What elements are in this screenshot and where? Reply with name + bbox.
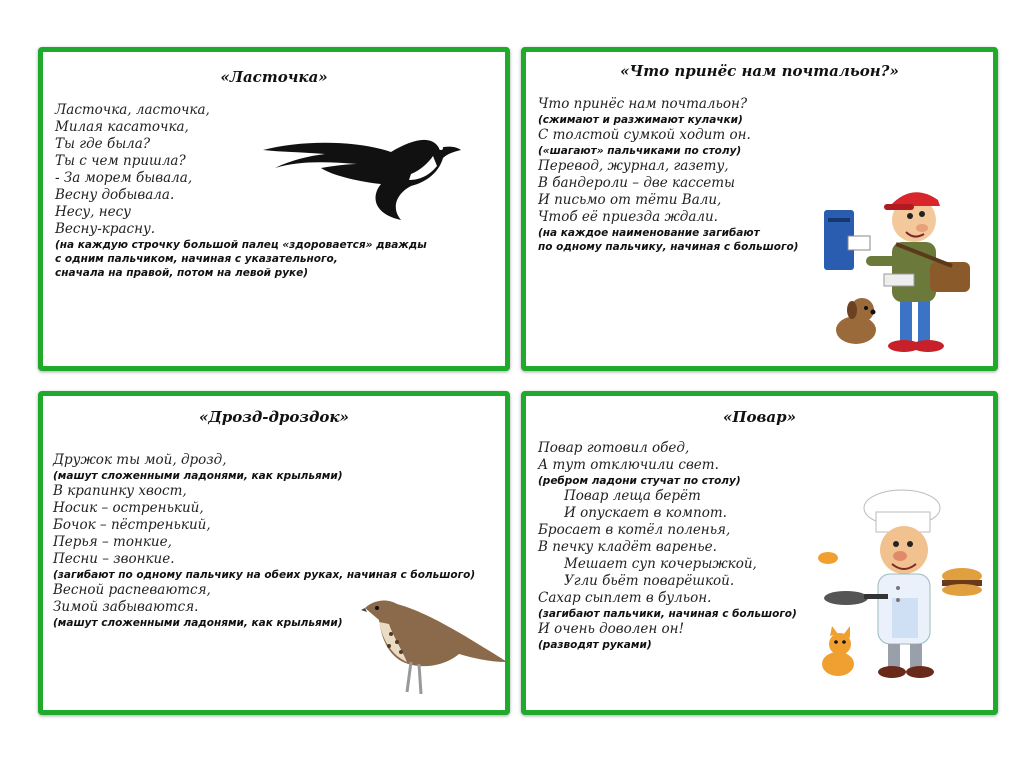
poem-line: Чтоб её приезда ждали. [538, 209, 718, 225]
instruction-note: (на каждую строчку большой палец «здоровается» дважды [55, 239, 427, 251]
poem-line: В печку кладёт варенье. [538, 539, 717, 555]
poem-line: В крапинку хвост, [53, 483, 187, 499]
card-title: «Дрозд-дроздок» [199, 408, 349, 426]
instruction-note: (сжимают и разжимают кулачки) [538, 114, 743, 126]
poem-line: Угли бьёт поварёшкой. [564, 573, 735, 589]
instruction-note: (машут сложенными ладонями, как крыльями) [53, 617, 343, 629]
card-cook [521, 391, 998, 715]
poem-line: Перья – тонкие, [53, 534, 172, 550]
poem-line: Бочок – пёстренький, [53, 517, 211, 533]
instruction-note: с одним пальчиком, начиная с указательного, [55, 253, 338, 265]
poem-line: Весну добывала. [55, 187, 175, 203]
poem-line: Повар леща берёт [564, 488, 701, 504]
card-title: «Что принёс нам почтальон?» [620, 62, 899, 80]
swallow-illustration [261, 110, 466, 225]
poem-line: Сахар сыплет в бульон. [538, 590, 712, 606]
poem-line: Перевод, журнал, газету, [538, 158, 729, 174]
postman-illustration [822, 170, 982, 360]
poem-line: - За морем бывала, [55, 170, 193, 186]
instruction-note: (на каждое наименование загибают [538, 227, 760, 239]
poem-line: Носик – остренький, [53, 500, 204, 516]
poem-text [538, 96, 798, 254]
instruction-note: (машут сложенными ладонями, как крыльями) [53, 470, 343, 482]
poem-line: Весну-красну. [55, 221, 156, 237]
poem-line: Ласточка, ласточка, [55, 102, 210, 118]
poem-line: Мешает суп кочерыжкой, [564, 556, 757, 572]
card-title: «Ласточка» [220, 68, 328, 86]
instruction-note: (разводят руками) [538, 639, 652, 651]
poem-line: С толстой сумкой ходит он. [538, 127, 751, 143]
poem-line: В бандероли – две кассеты [538, 175, 736, 191]
card-title: «Повар» [723, 408, 796, 426]
poem-line: Песни – звонкие. [53, 551, 175, 567]
card-swallow [38, 47, 510, 371]
poem-line: Повар готовил обед, [538, 440, 690, 456]
poem-line: И очень доволен он! [538, 621, 684, 637]
instruction-note: сначала на правой, потом на левой руке) [55, 267, 309, 279]
poem-line: Милая касаточка, [55, 119, 189, 135]
instruction-note: («шагают» пальчиками по столу) [538, 145, 742, 157]
thrush-illustration [361, 592, 511, 702]
instruction-note: (загибают пальчики, начиная с большого) [538, 608, 797, 620]
poem-line: И опускает в компот. [564, 505, 727, 521]
poem-text [538, 440, 797, 652]
poem-line: Зимой забываются. [53, 599, 199, 615]
poem-line: Бросает в котёл поленья, [538, 522, 731, 538]
poem-line: Дружок ты мой, дрозд, [53, 452, 227, 468]
instruction-note: по одному пальчику, начиная с большого) [538, 241, 799, 253]
instruction-note: (ребром ладони стучат по столу) [538, 475, 741, 487]
instruction-note: (загибают по одному пальчику на обеих руках, начиная с большого) [53, 569, 476, 581]
poem-line: И письмо от тёти Вали, [538, 192, 722, 208]
poem-line: А тут отключили свет. [538, 457, 719, 473]
poem-line: Несу, несу [55, 204, 132, 220]
poem-line: Весной распеваются, [53, 582, 211, 598]
cook-illustration [816, 488, 986, 688]
card-thrush [38, 391, 510, 715]
card-postman [521, 47, 998, 371]
poem-line: Ты где была? [55, 136, 151, 152]
poem-line: Ты с чем пришла? [55, 153, 186, 169]
poem-line: Что принёс нам почтальон? [538, 96, 748, 112]
